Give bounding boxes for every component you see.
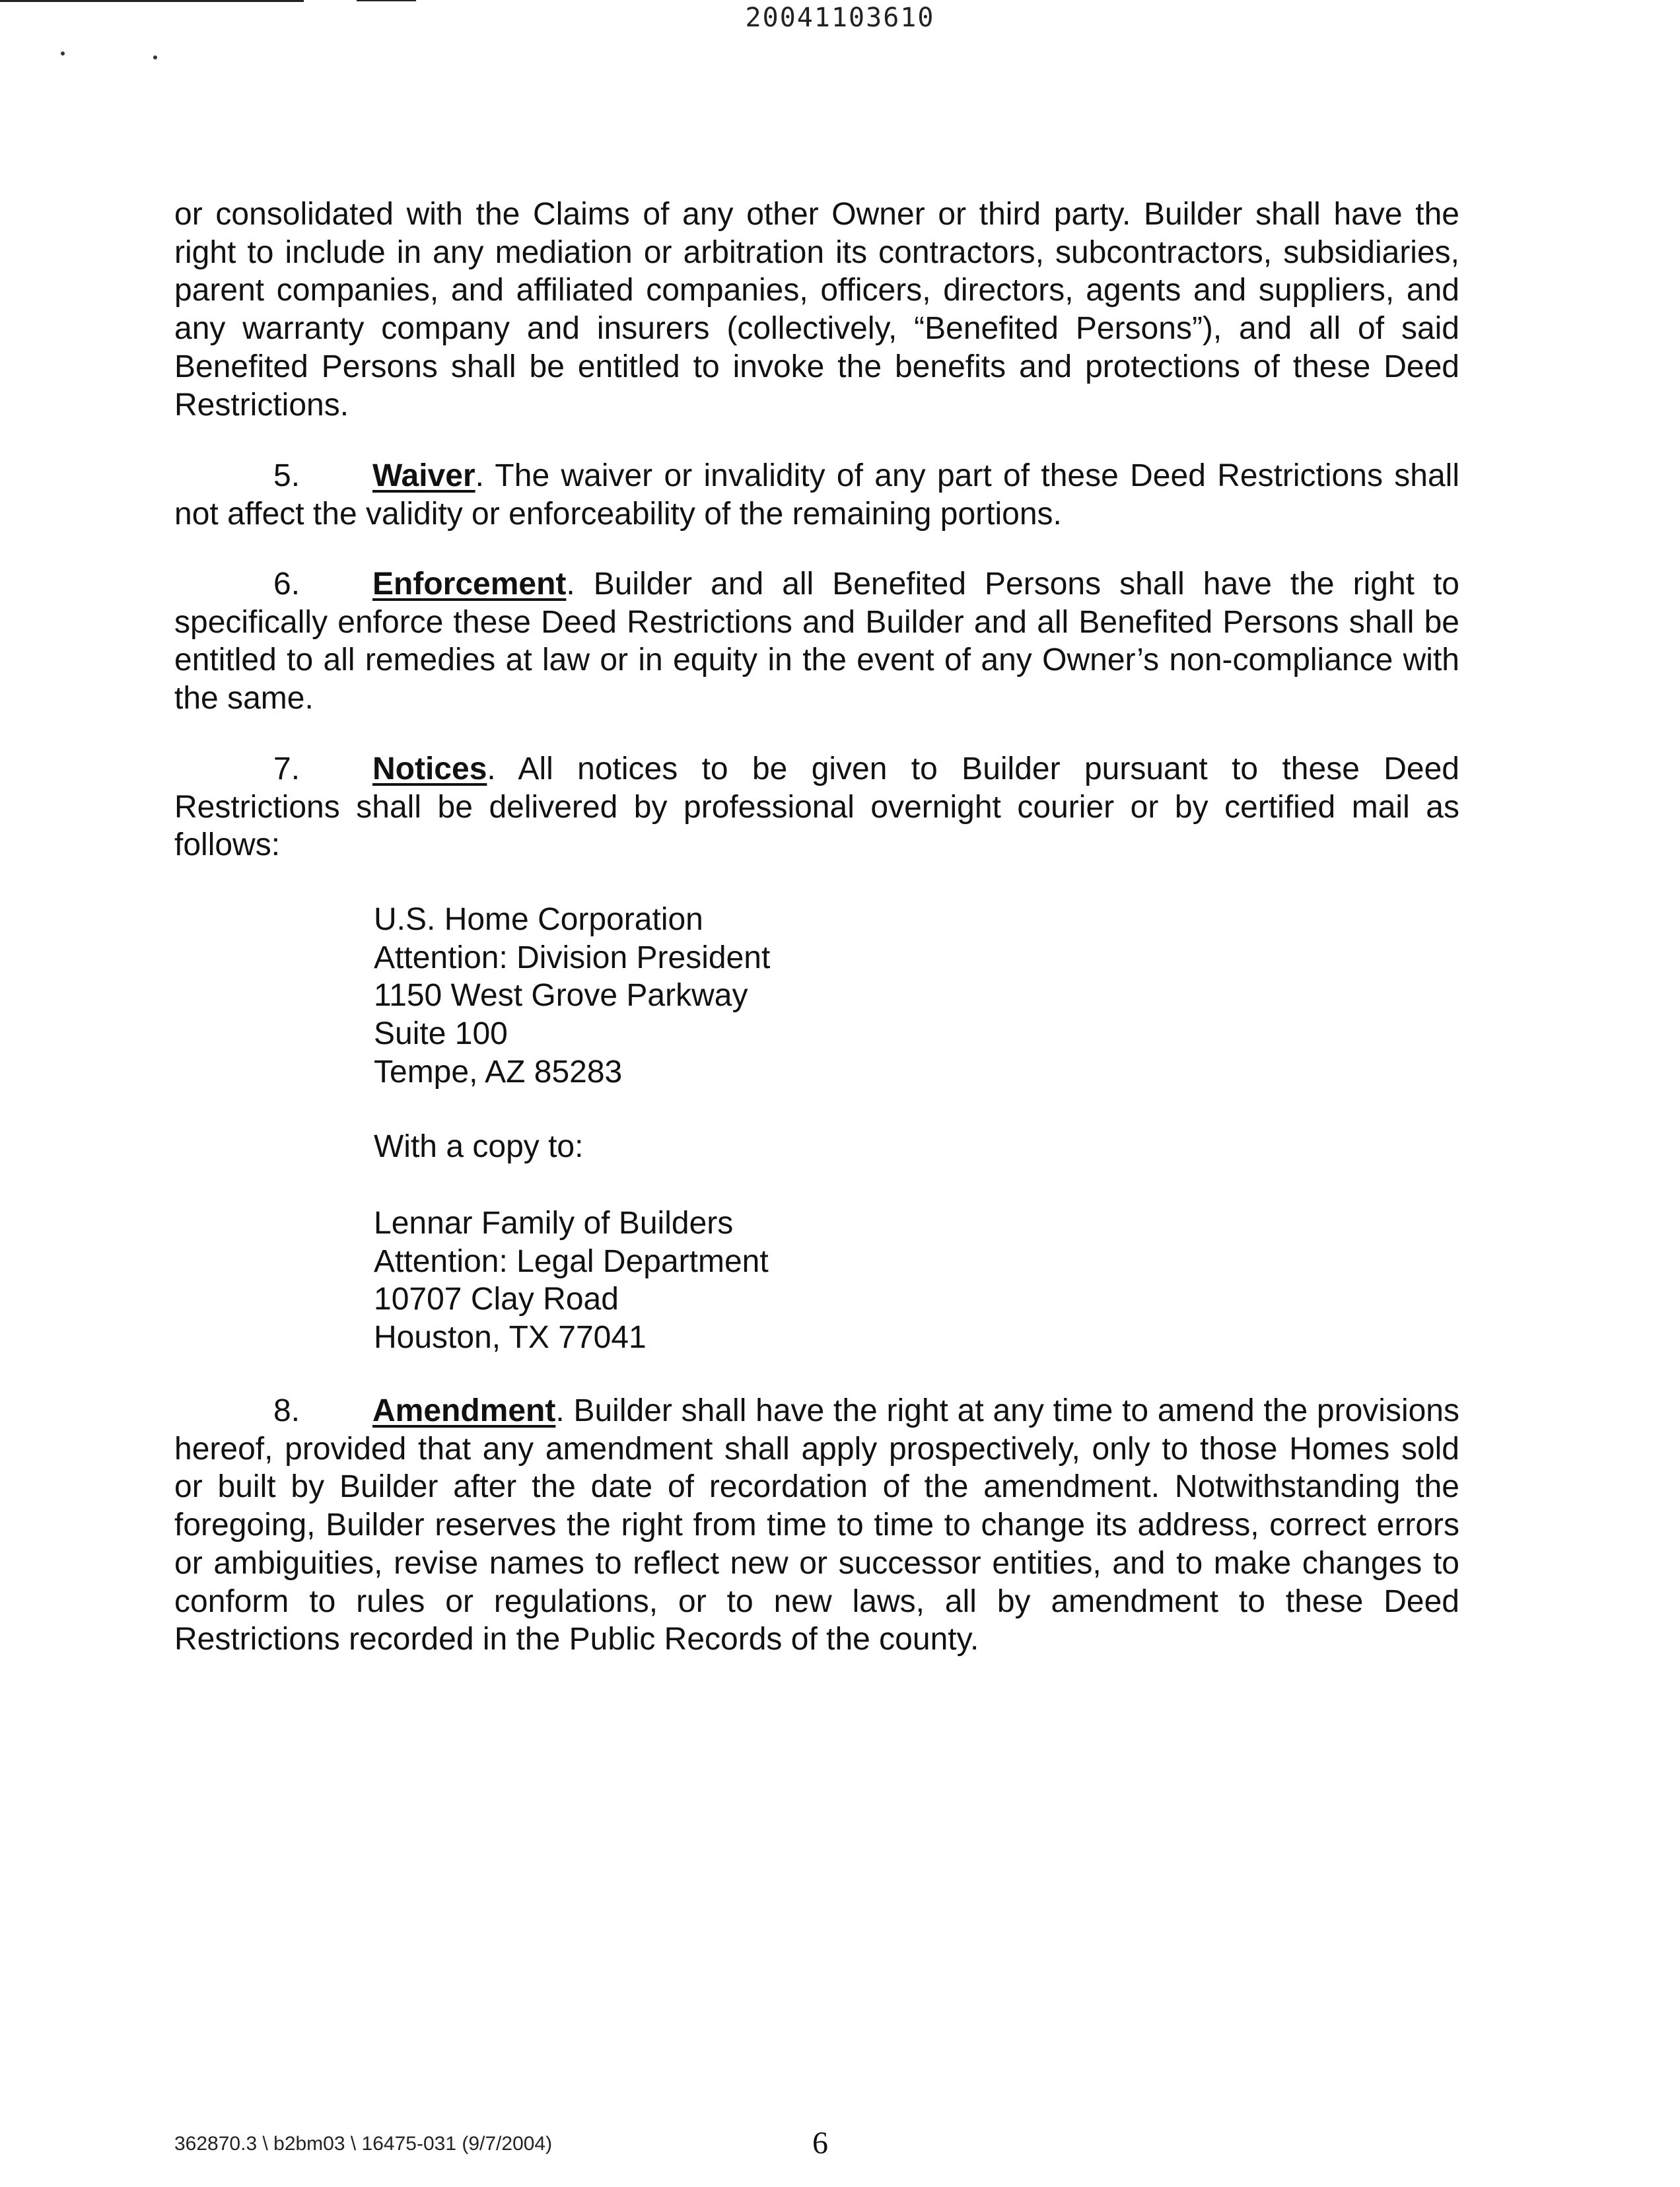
continuation-paragraph-block (174, 195, 1459, 424)
section-notices (174, 750, 1459, 864)
section-number: 5. (273, 458, 300, 493)
address-line: Attention: Legal Department (374, 1243, 769, 1279)
section-number: 6. (273, 567, 300, 602)
footer-file-reference: 362870.3 \ b2bm03 \ 16475-031 (9/7/2004) (174, 2133, 553, 2155)
address-line: Houston, TX 77041 (374, 1320, 647, 1356)
address-line: Lennar Family of Builders (374, 1206, 734, 1241)
address-line: 1150 West Grove Parkway (374, 978, 748, 1014)
section-number: 8. (273, 1393, 300, 1428)
address-line: U.S. Home Corporation (374, 902, 703, 937)
address-line: Suite 100 (374, 1016, 508, 1052)
address-line: 10707 Clay Road (374, 1282, 619, 1317)
section-text: . Builder and all Benefited Persons shall have the right to specifically enforce these Deed Restrictions and Builder and all Benefited Persons shall be entitled to all remedies at law or in equity in the event of any Owner’s non-compliance with the same. (174, 567, 1459, 716)
scan-rule (0, 0, 304, 2)
section-paragraph (174, 1392, 1459, 1659)
continuation-paragraph: or consolidated with the Claims of any other Owner or third party. Builder shall have the right to include in any mediation or arbitration its contractors, subcontractors, subsidiaries, parent companies, and affiliated companies, officers, directors, agents and suppliers, and any warranty company and insurers (collectively, “Benefited Persons”), and all of said Benefited Persons shall be entitled to invoke the benefits and protections of these Deed Restrictions. (174, 197, 1459, 423)
section-number: 7. (273, 751, 300, 786)
section-text: . All notices to be given to Builder pursuant to these Deed Restrictions shall be delivered by professional overnight courier or by certified mail as follows: (174, 751, 1459, 863)
address-line: Tempe, AZ 85283 (374, 1054, 623, 1090)
scan-rule (357, 0, 416, 1)
section-heading: Notices (372, 751, 487, 786)
section-amendment (174, 1392, 1459, 1659)
section-heading: Waiver (372, 458, 475, 493)
address-line: Attention: Division President (374, 940, 771, 975)
copy-label-text: With a copy to: (374, 1129, 584, 1164)
scan-speck (61, 52, 65, 55)
section-text: . The waiver or invalidity of any part of these Deed Restrictions shall not affect the validity or enforceability of the remaining portions. (174, 458, 1459, 532)
section-waiver (174, 457, 1459, 533)
section-text: . Builder shall have the right at any time to amend the provisions hereof, provided that any amendment shall apply prospectively, only to those Homes sold or built by Builder after the date of recordation of the amendment. Notwithstanding the foregoing, Builder reserves the right from time to time to change its address, correct errors or ambiguities, revise names to reflect new or successor entities, and to make changes to conform to rules or regulations, or to new laws, all by amendment to these Deed Restrictions recorded in the Public Records of the county. (174, 1393, 1459, 1657)
copy-label (374, 1128, 583, 1166)
document-number: 20041103610 (745, 3, 935, 33)
section-paragraph (174, 565, 1459, 718)
section-paragraph (174, 457, 1459, 533)
scan-speck (153, 55, 157, 59)
section-heading: Enforcement (372, 567, 567, 602)
section-heading: Amendment (372, 1393, 556, 1428)
section-enforcement (174, 565, 1459, 718)
primary-address (374, 901, 770, 1092)
copy-address (374, 1204, 769, 1357)
section-paragraph (174, 750, 1459, 864)
page-number: 6 (812, 2126, 828, 2161)
